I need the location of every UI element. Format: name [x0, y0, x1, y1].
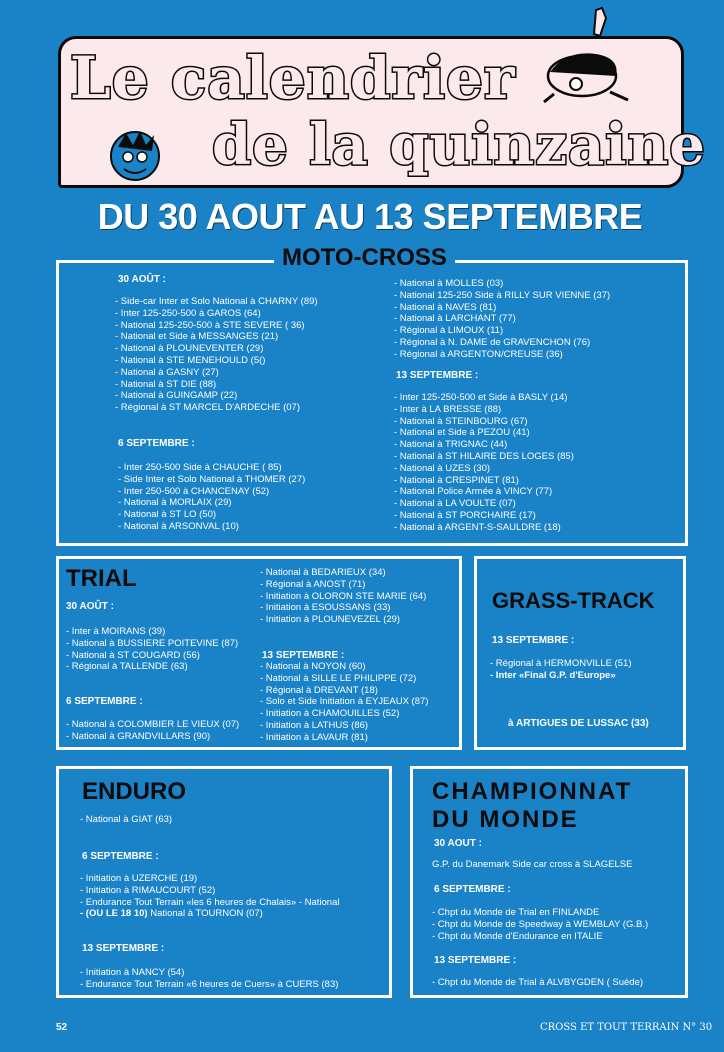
- enduro-label-sept6: 6 SEPTEMBRE :: [82, 851, 159, 862]
- list-item: - National à MORLAIX (29): [118, 497, 232, 509]
- grasstrack-location: à ARTIGUES DE LUSSAC (33): [508, 718, 649, 729]
- enduro-date-note: - (OU LE 18 10): [80, 908, 148, 920]
- trial-label-sept6: 6 SEPTEMBRE :: [66, 696, 143, 707]
- list-item: - Régional à DREVANT (18): [260, 684, 378, 696]
- championnat-label-sept13: 13 SEPTEMBRE :: [434, 955, 517, 966]
- list-item: - National à COLOMBIER LE VIEUX (07): [66, 719, 240, 730]
- motocross-label-sept13: 13 SEPTEMBRE :: [396, 370, 479, 381]
- list-item: - National et Side à PEZOU (41): [394, 427, 530, 439]
- page-number: 52: [56, 1022, 68, 1033]
- banner-title-line2: de la quinzaine: [212, 112, 706, 178]
- trial-title: TRIAL: [66, 565, 137, 592]
- enduro-title: ENDURO: [82, 778, 187, 805]
- championnat-title-line2: DU MONDE: [432, 806, 579, 833]
- enduro-list-sept13: [80, 967, 338, 991]
- trial-label-sept13: 13 SEPTEMBRE :: [262, 650, 345, 661]
- grasstrack-label-sept13: 13 SEPTEMBRE :: [492, 635, 575, 646]
- list-item: - National à UZES (30): [394, 462, 491, 474]
- enduro-list-aout30: [80, 814, 172, 826]
- list-item: - National Police Armée à VINCY (77): [394, 486, 553, 498]
- list-item: - Initiation à UZERCHE (19): [80, 873, 198, 884]
- list-item: - National à BUSSIERE POITEVINE (87): [66, 637, 239, 649]
- list-item: - National à GUINGAMP (22): [115, 390, 238, 402]
- championnat-list-sept13: [432, 977, 643, 989]
- motocross-title: [274, 244, 455, 272]
- list-item: - National à BEDARIEUX (34): [260, 567, 386, 578]
- list-item: - Inter 125-250-500 et Side à BASLY (14): [394, 392, 568, 403]
- list-item: - National à GRANDVILLARS (90): [66, 730, 211, 742]
- date-range-heading: DU 30 AOUT AU 13 SEPTEMBRE: [97, 196, 643, 237]
- list-item: - National à LARCHANT (77): [394, 313, 516, 325]
- enduro-tournon: National à TOURNON (07): [147, 908, 263, 920]
- list-item: - Initiation à PLOUNEVEZEL (29): [260, 614, 401, 626]
- motocross-label-aout30: 30 AOÛT :: [118, 274, 166, 285]
- list-item: - National à ARSONVAL (10): [118, 520, 239, 532]
- list-item: - National à ARGENT-S-SAULDRE (18): [394, 521, 561, 533]
- list-item: - Endurance Tout Terrain «6 heures de Cuers» à CUERS (83): [80, 978, 339, 990]
- motocross-list-sept13: [394, 392, 574, 534]
- list-item: - Initiation à RIMAUCOURT (52): [80, 884, 216, 896]
- trial-list-sept6-cont: [260, 567, 426, 626]
- list-item: - Inter «Final G.P. d'Europe»: [490, 669, 616, 681]
- list-item: - Solo et Side Initiation à EYJEAUX (87): [260, 696, 429, 708]
- motocross-list-aout30: [115, 296, 318, 414]
- trial-list-sept13: [260, 661, 428, 744]
- list-item: - National à GIAT (63): [80, 814, 173, 825]
- list-item: - Endurance Tout Terrain «les 6 heures de Chalais» - National: [80, 896, 340, 908]
- motocross-label-sept6: 6 SEPTEMBRE :: [118, 438, 195, 449]
- list-item: - Initiation à OLORON STE MARIE (64): [260, 590, 427, 602]
- list-item: - Régional à ARGENTON/CREUSE (36): [394, 348, 563, 360]
- banner-title-line1: Le calendrier: [70, 44, 516, 112]
- list-item: - National à ST COUGARD (56): [66, 649, 200, 661]
- grasstrack-title: GRASS-TRACK: [492, 588, 655, 613]
- list-item: - National 125-250-500 à STE SEVERE ( 36): [115, 319, 305, 331]
- list-item: - Initiation à LATHUS (86): [260, 719, 369, 731]
- list-item: - National à SILLE LE PHILIPPE (72): [260, 672, 417, 684]
- list-item: - Régional à LIMOUX (11): [394, 325, 504, 337]
- championnat-title-line1: CHAMPIONNAT: [432, 778, 633, 805]
- trial-label-aout30: 30 AOÛT :: [66, 601, 114, 612]
- magazine-footer: CROSS ET TOUT TERRAIN N° 30: [540, 1022, 713, 1033]
- list-item: - Initiation à NANCY (54): [80, 967, 185, 978]
- list-item: - National à ST HILAIRE DES LOGES (85): [394, 450, 574, 462]
- list-item: - National à STE MENEHOULD (5(): [115, 354, 266, 366]
- list-item: - Initiation à ESOUSSANS (33): [260, 602, 391, 614]
- enduro-list-sept6: [80, 873, 339, 920]
- list-item: - Inter à LA BRESSE (88): [394, 403, 502, 415]
- list-item: - Initiation à LAVAUR (81): [260, 731, 368, 743]
- list-item: - Chpt du Monde de Trial en FINLANDE: [432, 907, 600, 918]
- championnat-label-sept6: 6 SEPTEMBRE :: [434, 884, 511, 895]
- list-item: - Inter 250-500 Side à CHAUCHE ( 85): [118, 462, 282, 473]
- motocross-title-text: MOTO-CROSS: [274, 244, 455, 271]
- list-item: - National à MOLLES (03): [394, 278, 504, 289]
- list-item: - National à STEINBOURG (67): [394, 415, 528, 427]
- list-item: G.P. du Danemark Side car cross à SLAGELSE: [432, 859, 633, 870]
- grasstrack-list: [490, 658, 632, 682]
- list-item: - Régional à N. DAME de GRAVENCHON (76): [394, 336, 591, 348]
- enduro-label-sept13: 13 SEPTEMBRE :: [82, 943, 165, 954]
- list-item: - Régional à TALLENDE (63): [66, 661, 188, 673]
- list-item: - Inter 250-500 à CHANCENAY (52): [118, 485, 270, 497]
- list-item: - Régional à ANOST (71): [260, 578, 366, 590]
- motocross-list-sept6-cont: [394, 278, 610, 361]
- trial-list-aout30: [66, 626, 238, 673]
- list-item: - National à GASNY (27): [115, 366, 219, 378]
- list-item: - Inter à MOIRANS (39): [66, 626, 166, 637]
- list-item: - National à ST PORCHAIRE (17): [394, 509, 536, 521]
- trial-list-sept6: [66, 719, 239, 743]
- list-item: - National et Side à MESSANGES (21): [115, 331, 279, 343]
- championnat-label-aout30: 30 AOUT :: [434, 838, 482, 849]
- list-item: [80, 908, 339, 920]
- magazine-logo-icon: [106, 125, 164, 183]
- list-item: - National à ST LO (50): [118, 509, 217, 521]
- list-item: - National à PLOUNEVENTER (29): [115, 343, 264, 355]
- list-item: - Side Inter et Solo National à THOMER (27): [118, 473, 306, 485]
- list-item: - National à LA VOULTE (07): [394, 498, 516, 510]
- list-item: - National à ST DIE (88): [115, 378, 217, 390]
- list-item: - Chpt du Monde de Speedway à WEMBLAY (G.B.): [432, 918, 649, 930]
- list-item: - Chpt du Monde d'Endurance en ITALIE: [432, 930, 603, 942]
- list-item: - Inter 125-250-500 à GAROS (64): [115, 307, 261, 319]
- motocross-list-sept6: [118, 462, 305, 533]
- list-item: - Chpt du Monde de Trial à ALVBYGDEN ( Suède): [432, 977, 644, 988]
- list-item: - Régional à HERMONVILLE (51): [490, 658, 632, 669]
- list-item: - National à NOYON (60): [260, 661, 366, 672]
- championnat-list-sept6: [432, 907, 648, 942]
- cartoon-mascot-icon: [536, 6, 646, 106]
- list-item: - National à TRIGNAC (44): [394, 439, 508, 451]
- championnat-list-aout30: [432, 859, 632, 871]
- list-item: - Initiation à CHAMOUILLES (52): [260, 708, 400, 720]
- list-item: - Régional à ST MARCEL D'ARDECHE (07): [115, 402, 301, 414]
- list-item: - National 125-250 Side à RILLY SUR VIENNE (37): [394, 289, 611, 301]
- list-item: - National à CRESPINET (81): [394, 474, 519, 486]
- list-item: - Side-car Inter et Solo National à CHARNY (89): [115, 296, 318, 307]
- list-item: - National à NAVES (81): [394, 301, 497, 313]
